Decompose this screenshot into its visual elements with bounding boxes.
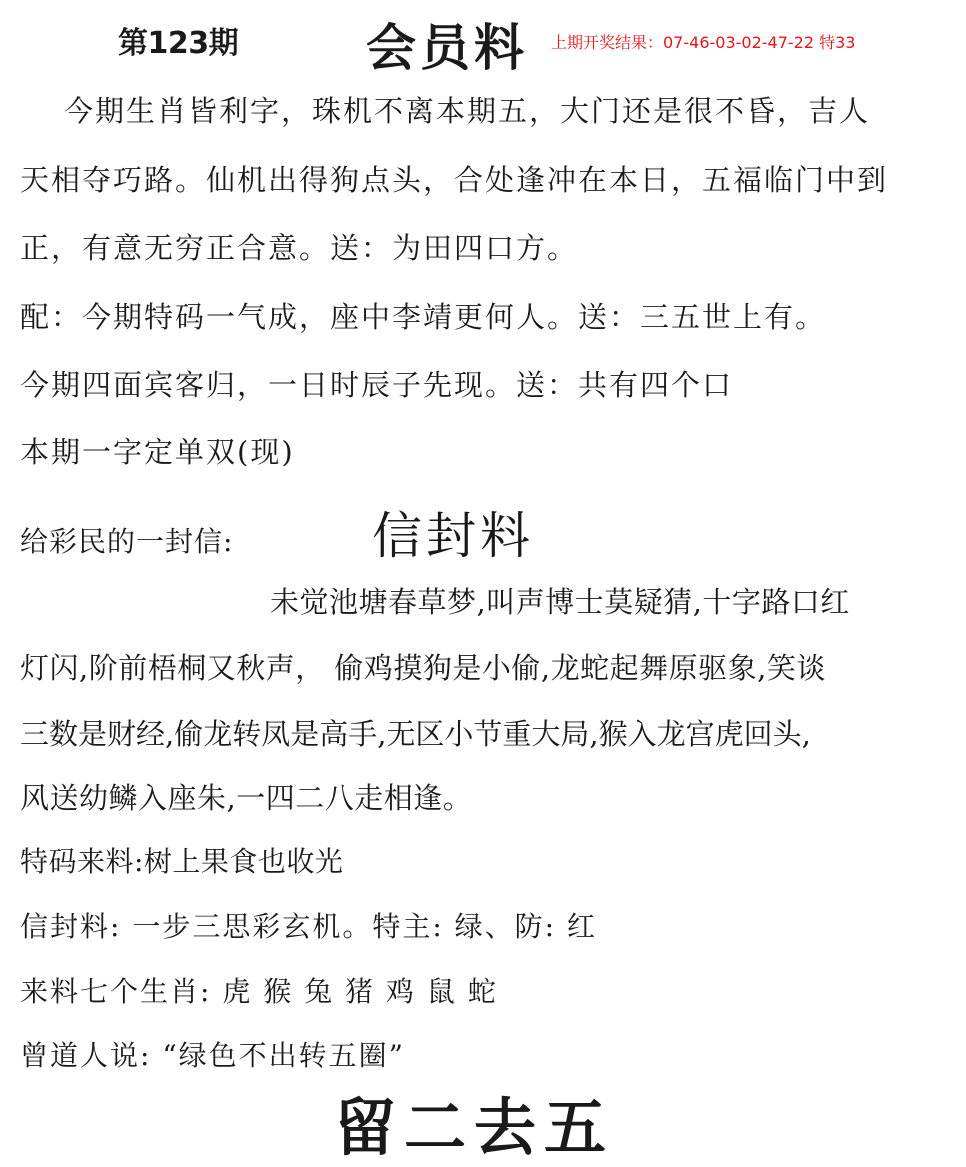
member-line-4: 配：今期特码一气成，座中李靖更何人。送：三五世上有。 bbox=[20, 300, 827, 334]
member-line-6: 本期一字定单双(现) bbox=[20, 435, 295, 469]
member-line-1: 今期生肖皆利字，珠机不离本期五，大门还是很不昏，吉人 bbox=[64, 94, 871, 128]
envelope-line-1: 未觉池塘春草梦,叫声博士莫疑猜,十字路口红 bbox=[270, 585, 850, 619]
last-result: 上期开奖结果：07-46-03-02-47-22 特33 bbox=[551, 33, 856, 52]
envelope-label: 给彩民的一封信: bbox=[20, 525, 234, 558]
special-code-line: 特码来料:树上果食也收光 bbox=[20, 845, 344, 878]
zodiac-line: 来料七个生肖: 虎 猴 兔 猪 鸡 鼠 蛇 bbox=[20, 975, 498, 1008]
issue-number: 第123期 bbox=[118, 26, 239, 61]
member-line-3: 正，有意无穷正合意。送：为田四口方。 bbox=[20, 231, 579, 265]
envelope-line-4: 风送幼鳞入座朱,一四二八走相逢。 bbox=[20, 781, 473, 815]
member-line-2: 天相夺巧路。仙机出得狗点头，合处逢冲在本日，五福临门中到 bbox=[20, 163, 889, 197]
quote-line: 曾道人说: “绿色不出转五圈” bbox=[20, 1039, 405, 1072]
envelope-line-2: 灯闪,阶前梧桐又秋声， 偷鸡摸狗是小偷,龙蛇起舞原驱象,笑谈 bbox=[20, 651, 826, 685]
envelope-line-3: 三数是财经,偷龙转凤是高手,无区小节重大局,猴入龙宫虎回头, bbox=[20, 717, 811, 751]
envelope-title: 信封料 bbox=[372, 507, 534, 565]
member-line-5: 今期四面宾客归，一日时辰子先现。送：共有四个口 bbox=[20, 368, 734, 402]
envelope-code-line: 信封料: 一步三思彩玄机。特主: 绿、防: 红 bbox=[20, 910, 598, 943]
page-title: 会员料 bbox=[366, 18, 528, 77]
final-verdict: 留二去五 bbox=[334, 1091, 615, 1164]
